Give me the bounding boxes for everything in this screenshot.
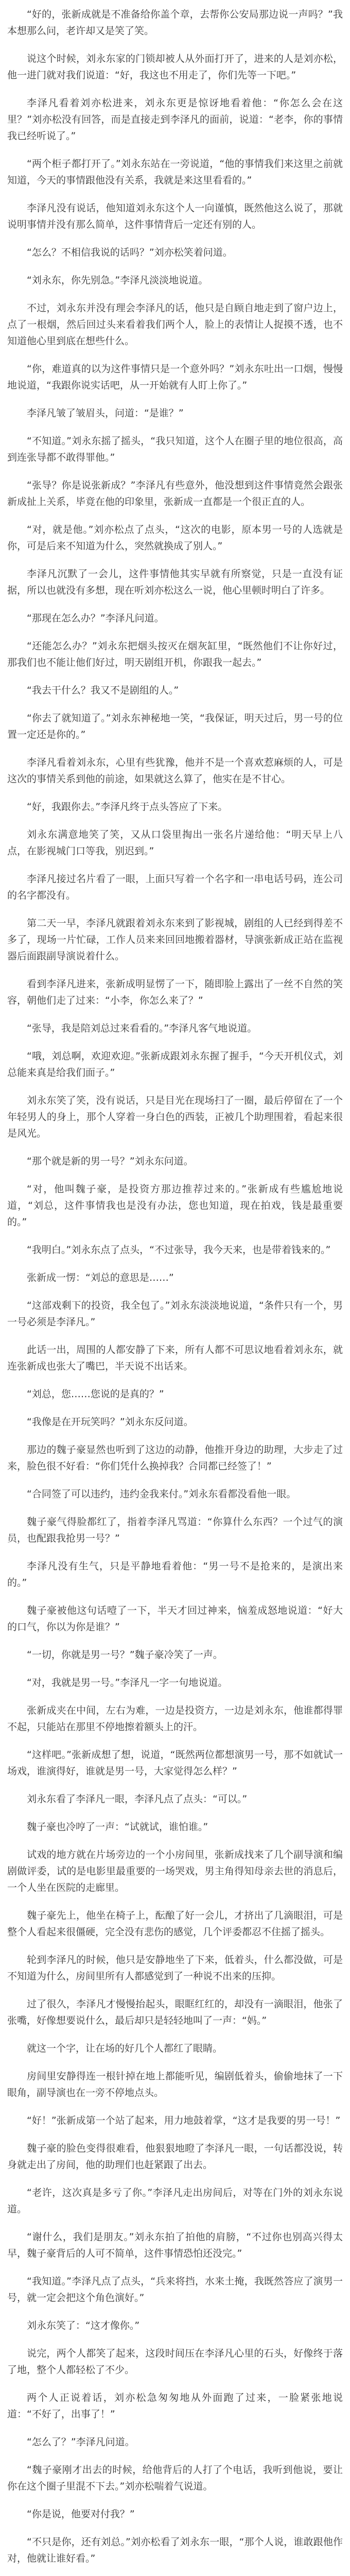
paragraph: “对，他叫魏子豪，是投资方那边推荐过来的。”张新成有些尴尬地说道，“刘总，这件事情我也是没有办法，您也知道，现在拍戏，钱是最重要的。” [7,1183,343,1228]
paragraph: 李泽凡接过名片看了一眼，上面只写着一个名字和一串电话号码，连公司的名字都没有。 [7,873,343,901]
paragraph: “好的，张新成就是不准备给你盖个章，去帮你公安局那边说一声吗？”我本想那么问，老许却又是笑了笑。 [7,9,343,37]
paragraph: “好，我跟你去。”李泽凡终于点头答应了下来。 [27,801,228,812]
article-body [7,6,343,2576]
paragraph: 看到李泽凡进来，张新成明显愣了一下，随即脸上露出了一丝不自然的笑容，朝他们走了过来：“小李，你怎么来了？” [7,978,343,1006]
paragraph: “不只是你，还有刘总。”刘亦松看了刘永东一眼，“那个人说，谁敢跟他作对，他就让谁好看。” [7,2536,343,2564]
paragraph: “我明白。”刘永东点了点头，“不过张导，我今天来，也是带着钱来的。” [27,1244,331,1256]
paragraph: 张新成夹在中间，左右为难，一边是投资方，一边是刘永东，他谁都得罪不起，只能站在那里不停地擦着额头上的汗。 [7,1705,343,1733]
paragraph: “张导？你是说张新成？”李泽凡有些意外，他没想到这件事情竟然会跟张新成扯上关系，毕竟在他的印象里，张新成一直都是一个很正直的人。 [7,480,343,507]
paragraph: “不知道。”刘永东摇了摇头，“我只知道，这个人在圈子里的地位很高，高到连张导都不敢得罪他。” [7,435,343,463]
paragraph: 张新成一愣：“刘总的意思是……” [27,1272,174,1283]
paragraph: 两个人正说着话，刘亦松急匆匆地从外面跑了过来，一脸紧张地说道：“不好了，出事了！” [7,2392,343,2420]
paragraph: 刘永东笑了笑，没有说话，只是目光在现场扫了一圈，最后停留在了一个年轻男人的身上，那个人穿着一身白色的西装，正被几个助理围着，看起来很是风光。 [7,1095,343,1139]
paragraph: “这部戏剩下的投资，我全包了。”刘永东淡淡地说道，“条件只有一个，男一号必须是李泽凡。” [7,1300,343,1328]
paragraph: 此话一出，周围的人都安静了下来，所有人都不可思议地看着刘永东，就连张新成也张大了嘴巴，半天说不出话来。 [7,1344,343,1372]
paragraph: 魏子豪也冷哼了一声：“试就试，谁怕谁。” [27,1821,208,1833]
paragraph: “张导，我是陪刘总过来看看的。”李泽凡客气地说道。 [27,1023,257,1034]
paragraph: “魏子豪刚才出去的时候，给他背后的人打了个电话，我听到他说，要让你在这个圈子里混不下去。”刘亦松喘着气说道。 [7,2464,343,2492]
paragraph: 说完，两个人都笑了起来，这段时间压在李泽凡心里的石头，好像终于落了地，整个人都轻松了不少。 [7,2348,343,2376]
paragraph: 李泽凡看着刘亦松进来，刘永东更是惊讶地看着他：“你怎么会在这里？”刘亦松没有回答，而是直接走到李泽凡的面前，说道：“老李，你的事情我已经听说了。” [7,97,343,142]
paragraph: 第二天一早，李泽凡就跟着刘永东来到了影视城，剧组的人已经到得差不多了，现场一片忙碌，工作人员来来回回地搬着器材，导演张新成正站在监视器后面跟副导演说着什么。 [7,918,343,962]
paragraph: “你，难道真的以为这件事情只是一个意外吗？”刘永东吐出一口烟，慢慢地说道，“我跟你说实话吧，从一开始就有人盯上你了。” [7,363,343,391]
paragraph: 那边的魏子豪显然也听到了这边的动静，他推开身边的助理，大步走了过来，脸色很不好看：“你们凭什么换掉我？合同都已经签了！” [7,1444,343,1472]
paragraph: “怎么？不相信我说的话吗？”刘亦松笑着问道。 [27,247,233,258]
paragraph: “两个柜子都打开了。”刘永东站在一旁说道，“他的事情我们来这里之前就知道，今天的事情跟他没有关系，我就是来这里看看的。” [7,158,343,186]
paragraph: 过了很久，李泽凡才慢慢抬起头，眼眶红红的，却没有一滴眼泪，他张了张嘴，好像想要说什么，最后却只是轻轻地叫了一声：“妈。” [7,1998,343,2026]
paragraph: 说这个时候，刘永东家的门锁却被人从外面打开了，进来的人是刘亦松，他一进门就对我们说道：“好，我这也不用走了，你们先等一下吧。” [7,53,343,81]
paragraph: 轮到李泽凡的时候，他只是安静地坐了下来，低着头，什么都没做，可是不知道为什么，房间里所有人都感觉到了一种说不出来的压抑。 [7,1954,343,1982]
paragraph: 刘永东笑了：“这才像你。” [27,2320,140,2331]
paragraph: 刘永东看了李泽凡一眼，李泽凡点了点头：“可以。” [27,1793,248,1805]
paragraph: 房间里安静得连一根针掉在地上都能听见，编剧低着头，偷偷地抹了一下眼角，副导演也在一旁不停地点头。 [7,2071,343,2098]
paragraph: “我像是在开玩笑吗？”刘永东反问道。 [27,1416,194,1428]
paragraph: “你是说，他要对付我？” [27,2509,135,2520]
paragraph: 魏子豪的脸色变得很难看，他狠狠地瞪了李泽凡一眼，一句话都没说，转身就走出了房间，他的助理们也赶紧跟了出去。 [7,2143,343,2171]
paragraph: 李泽凡看着刘永东，心里有些犹豫，他并不是一个喜欢惹麻烦的人，可是这次的事情关系到他的前途，如果就这么算了，他实在是不甘心。 [7,757,343,785]
paragraph: “怎么了？”李泽凡问道。 [27,2436,135,2448]
paragraph: “好！”张新成第一个站了起来，用力地鼓着掌，“这才是我要的男一号！” [27,2115,341,2126]
paragraph: 李泽凡皱了皱眉头，问道：“是谁？” [27,408,184,419]
paragraph: “谢什么，我们是朋友。”刘永东拍了拍他的肩膀，“不过你也别高兴得太早，魏子豪背后的人可不简单，这件事情恐怕还没完。” [7,2231,343,2259]
paragraph: “一切，你就是男一号？”魏子豪冷笑了一声。 [27,1649,223,1660]
paragraph: 刘永东满意地笑了笑，又从口袋里掏出一张名片递给他：“明天早上八点，在影视城门口等我，别迟到。” [7,829,343,857]
paragraph: 魏子豪气得脸都红了，指着李泽凡骂道：“你算什么东西？一个过气的演员，也配跟我抢男一号？” [7,1516,343,1544]
paragraph: “对，我就是男一号。”李泽凡一字一句地说道。 [27,1677,228,1688]
paragraph: 不过，刘永东并没有理会李泽凡的话，他只是自顾自地走到了窗户边上，点了一根烟，然后回过头来看着我们两个人，脸上的表情让人捉摸不透，也不知道他心里到底在想些什么。 [7,302,343,347]
paragraph: “刘总，您……您说的是真的？” [27,1388,164,1400]
paragraph: 就这一个字，让在场的好几个人都红了眼睛。 [27,2043,223,2054]
paragraph: “合同签了可以违约，违约金我来付。”刘永东看都没看他一眼。 [27,1488,296,1500]
paragraph: “我去干什么？我又不是剧组的人。” [27,685,179,696]
paragraph: “还能怎么办？”刘永东把烟头按灭在烟灰缸里，“既然他们不让你好过，那我们也不能让他们好过，明天剧组开机，你跟我一起去。” [7,640,343,668]
paragraph: “对，就是他。”刘亦松点了点头，“这次的电影，原本男一号的人选就是你，可是后来不知道为什么，突然就换成了别人。” [7,524,343,552]
paragraph: “我知道。”李泽凡点了点头，“兵来将挡，水来土掩，我既然答应了演男一号，就一定会把这个角色演好。” [7,2276,343,2303]
paragraph: 魏子豪被他这句话噎了一下，半天才回过神来，恼羞成怒地说道：“好大的口气，你以为你是谁？” [7,1605,343,1633]
paragraph: 李泽凡没有说话，他知道刘永东这个人一向谨慎，既然他这么说了，那就说明事情并没有那么简单，这件事情背后一定还有别的人。 [7,202,343,230]
paragraph: “哦，刘总啊，欢迎欢迎。”张新成跟刘永东握了握手，“今天开机仪式，刘总能来真是给我们面子。” [7,1050,343,1078]
paragraph: “你去了就知道了。”刘永东神秘地一笑，“我保证，明天过后，男一号的位置一定还是你的。” [7,713,343,740]
paragraph: 试戏的地方就在片场旁边的一个小房间里，张新成找来了几个副导演和编剧做评委，试的是电影里最重要的一场哭戏，男主角得知母亲去世的消息后，一个人坐在医院的走廊里。 [7,1849,343,1893]
paragraph: “刘永东，你先别急。”李泽凡淡淡地说道。 [27,275,208,286]
paragraph: “老许，这次真是多亏了你。”李泽凡走出房间后，对等在门外的刘永东说道。 [7,2187,343,2215]
paragraph: “那个就是新的男一号？”刘永东问道。 [27,1156,194,1167]
paragraph: 李泽凡沉默了一会儿，这件事情他其实早就有所察觉，只是一直没有证据，所以也就没有多想，现在听刘亦松这么一说，他心里顿时明白了许多。 [7,568,343,596]
paragraph: “那现在怎么办？”李泽凡问道。 [27,613,164,624]
paragraph: 魏子豪先上，他坐在椅子上，酝酿了好一会儿，才挤出了几滴眼泪，可是整个人看起来很僵硬，完全没有悲伤的感觉，几个评委都忍不住摇了摇头。 [7,1910,343,1938]
paragraph: “这样吧。”张新成想了想，说道，“既然两位都想演男一号，那不如就试一场戏，谁演得好，谁就是男一号，大家觉得怎么样？” [7,1749,343,1777]
paragraph: 李泽凡没有生气，只是平静地看着他：“男一号不是抢来的，是演出来的。” [7,1561,343,1588]
